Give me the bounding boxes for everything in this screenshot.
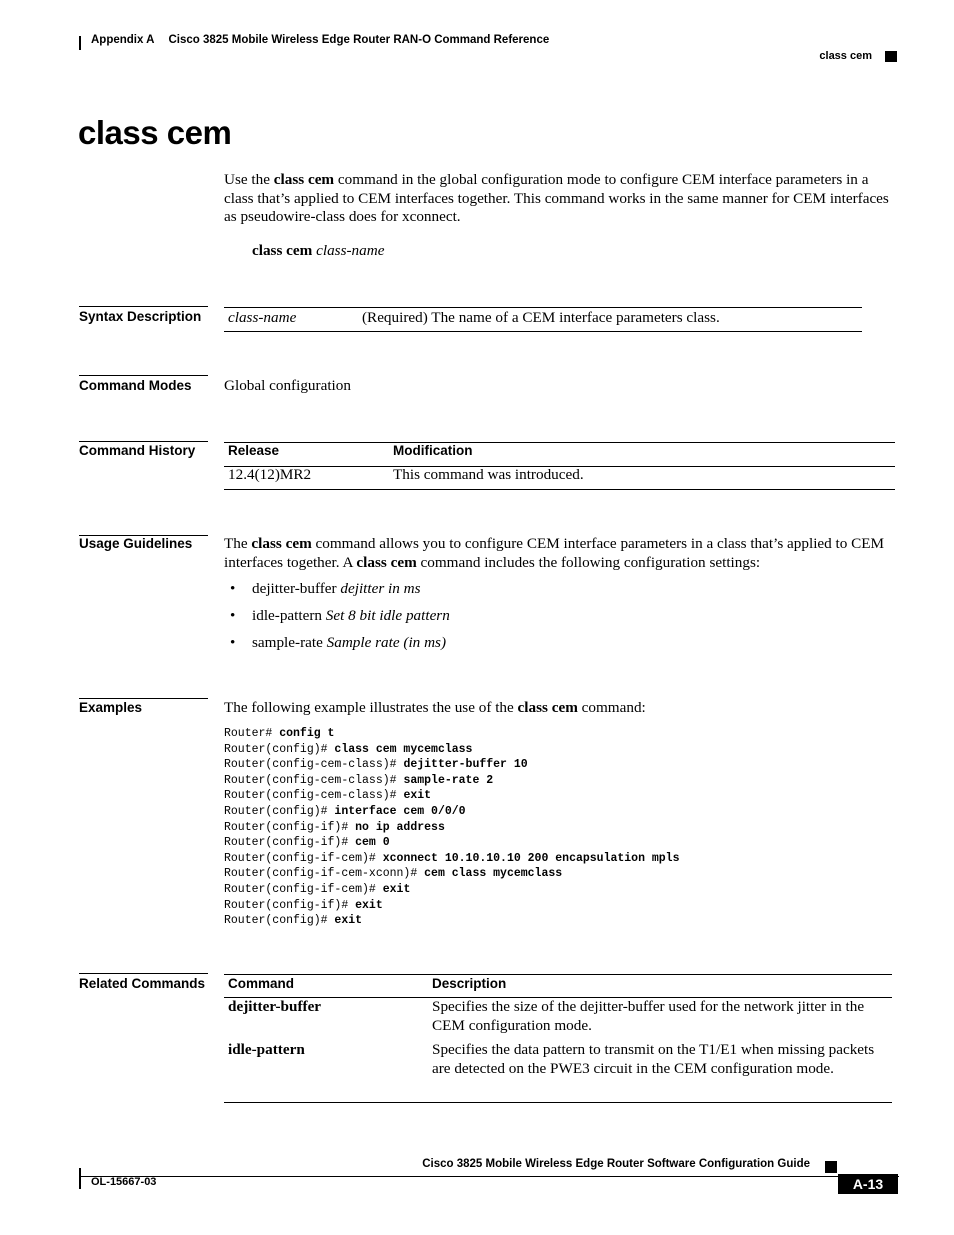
code-line	[224, 773, 679, 789]
usage-settings-list	[224, 580, 450, 661]
header-marker	[885, 51, 897, 62]
list-item	[224, 607, 450, 634]
table-rule	[224, 974, 892, 975]
table-rule	[224, 489, 895, 490]
intro-paragraph	[224, 171, 899, 227]
section-label-syntax: Syntax Description	[79, 309, 202, 324]
code-line	[224, 835, 679, 851]
code-line	[224, 851, 679, 867]
related-col-command: Command	[228, 976, 295, 991]
header-bar	[79, 36, 81, 50]
code-command: interface cem 0/0/0	[334, 804, 466, 818]
list-item	[224, 634, 450, 661]
code-line	[224, 898, 679, 914]
section-rule	[79, 375, 208, 376]
code-line	[224, 788, 679, 804]
code-prompt: Router(config)#	[224, 742, 335, 756]
code-prompt: Router(config-if-cem)#	[224, 882, 383, 896]
running-header	[91, 34, 549, 46]
code-command: config t	[279, 727, 335, 740]
footer-guide-title: Cisco 3825 Mobile Wireless Edge Router Software Configuration Guide	[422, 1158, 810, 1170]
code-line	[224, 913, 679, 929]
history-col-modification: Modification	[393, 443, 473, 458]
table-rule	[224, 307, 862, 308]
setting-name: idle-pattern	[252, 607, 326, 624]
code-line	[224, 866, 679, 882]
code-command: exit	[334, 914, 363, 928]
section-label-history: Command History	[79, 443, 196, 458]
section-rule	[79, 306, 208, 307]
related-description: Specifies the size of the dejitter-buffer used for the network jitter in the CEM configuration mode.	[432, 998, 865, 1034]
code-command: cem class mycemclass	[424, 867, 563, 881]
code-prompt: Router(config-cem-class)#	[224, 773, 404, 787]
code-command: exit	[403, 789, 432, 803]
code-prompt: Router(config)#	[224, 914, 335, 928]
history-modification: This command was introduced.	[393, 466, 584, 483]
intro-text-rest: command in the global configuration mode to configure CEM interface parameters in a class that’s applied to CEM interfaces together. This command works in the same manner for CEM interfaces as pseudowire-class does for xconnect.	[224, 171, 889, 226]
code-prompt: Router(config-cem-class)#	[224, 789, 404, 803]
usage-command: class cem	[251, 535, 312, 552]
code-line	[224, 757, 679, 773]
code-prompt: Router(config-if)#	[224, 836, 356, 850]
section-rule	[79, 973, 208, 974]
setting-arg: Sample rate (in ms)	[326, 634, 447, 651]
section-label-related: Related Commands	[79, 976, 206, 991]
setting-arg: Set 8 bit idle pattern	[325, 607, 450, 624]
code-line	[224, 804, 679, 820]
code-command: exit	[355, 898, 383, 912]
code-line	[224, 820, 679, 836]
bullet-icon: •	[230, 580, 236, 597]
code-prompt: Router(config)#	[224, 804, 335, 818]
examples-intro	[224, 699, 646, 717]
page-number: A-13	[838, 1174, 898, 1194]
table-rule	[224, 331, 862, 332]
bullet-icon: •	[230, 607, 236, 624]
usage-text: command allows you to configure CEM interface parameters in a class that’s applied to CEM interfaces together. A	[224, 535, 885, 571]
related-description: Specifies the data pattern to transmit on the T1/E1 when missing packets are detected on the PWE3 circuit in the CEM configuration mode.	[432, 1041, 875, 1077]
syntax-command: class cem	[252, 242, 313, 259]
intro-command: class cem	[273, 171, 335, 188]
section-label-usage: Usage Guidelines	[79, 536, 193, 551]
code-example	[224, 726, 679, 929]
code-command: sample-rate 2	[403, 773, 494, 787]
code-command: exit	[382, 882, 411, 896]
code-prompt: Router(config-if)#	[224, 820, 356, 834]
footer-doc-id: OL-15667-03	[91, 1176, 157, 1188]
syntax-arg	[228, 309, 296, 327]
header-appendix: Appendix A	[91, 34, 155, 46]
code-command: no ip address	[355, 820, 445, 834]
table-rule	[224, 442, 895, 443]
usage-text: command includes the following configuration settings:	[416, 553, 761, 571]
syntax-desc: (Required) The name of a CEM interface parameters class.	[362, 309, 720, 326]
section-rule	[79, 698, 208, 699]
code-command: dejitter-buffer 10	[403, 758, 528, 772]
header-section: class cem	[819, 50, 872, 62]
section-rule	[79, 441, 208, 442]
code-prompt: Router#	[224, 727, 280, 740]
section-label-modes: Command Modes	[79, 378, 192, 393]
related-command: idle-pattern	[228, 1041, 305, 1058]
code-command: cem 0	[355, 836, 390, 850]
usage-paragraph	[224, 535, 896, 572]
footer-bar	[79, 1168, 81, 1189]
code-prompt: Router(config-cem-class)#	[224, 758, 404, 772]
header-book-title: Cisco 3825 Mobile Wireless Edge Router RAN-O Command Reference	[168, 34, 550, 46]
examples-intro-text-end: command:	[577, 699, 646, 716]
command-mode-value: Global configuration	[224, 377, 351, 394]
related-col-description: Description	[432, 976, 507, 991]
syntax-arg-text: class-name	[228, 309, 297, 326]
bullet-icon: •	[230, 634, 236, 651]
setting-name: dejitter-buffer	[252, 580, 341, 597]
code-prompt: Router(config-if)#	[224, 898, 356, 912]
code-line	[224, 882, 679, 898]
setting-arg: dejitter in ms	[340, 580, 421, 597]
history-col-release: Release	[228, 443, 280, 458]
intro-text: Use the	[224, 171, 274, 188]
usage-text: The	[224, 535, 252, 552]
setting-name: sample-rate	[252, 634, 327, 651]
code-line	[224, 726, 679, 742]
examples-intro-command: class cem	[517, 699, 578, 716]
page-title: class cem	[78, 114, 232, 151]
history-release: 12.4(12)MR2	[228, 466, 312, 483]
code-command: xconnect 10.10.10.10 200 encapsulation mpls	[382, 851, 680, 865]
syntax-argument: class-name	[316, 242, 385, 259]
code-prompt: Router(config-if-cem)#	[224, 851, 383, 865]
footer-rule	[79, 1176, 899, 1177]
usage-command: class cem	[356, 553, 417, 571]
syntax-line	[252, 242, 384, 260]
code-command: class cem mycemclass	[334, 742, 473, 756]
table-rule	[224, 1102, 892, 1103]
list-item	[224, 580, 450, 607]
footer-marker	[825, 1161, 837, 1173]
related-command: dejitter-buffer	[228, 998, 322, 1015]
examples-intro-text: The following example illustrates the use of the	[224, 699, 518, 716]
section-label-examples: Examples	[79, 700, 143, 715]
code-line	[224, 742, 679, 758]
code-prompt: Router(config-if-cem-xconn)#	[224, 867, 425, 881]
